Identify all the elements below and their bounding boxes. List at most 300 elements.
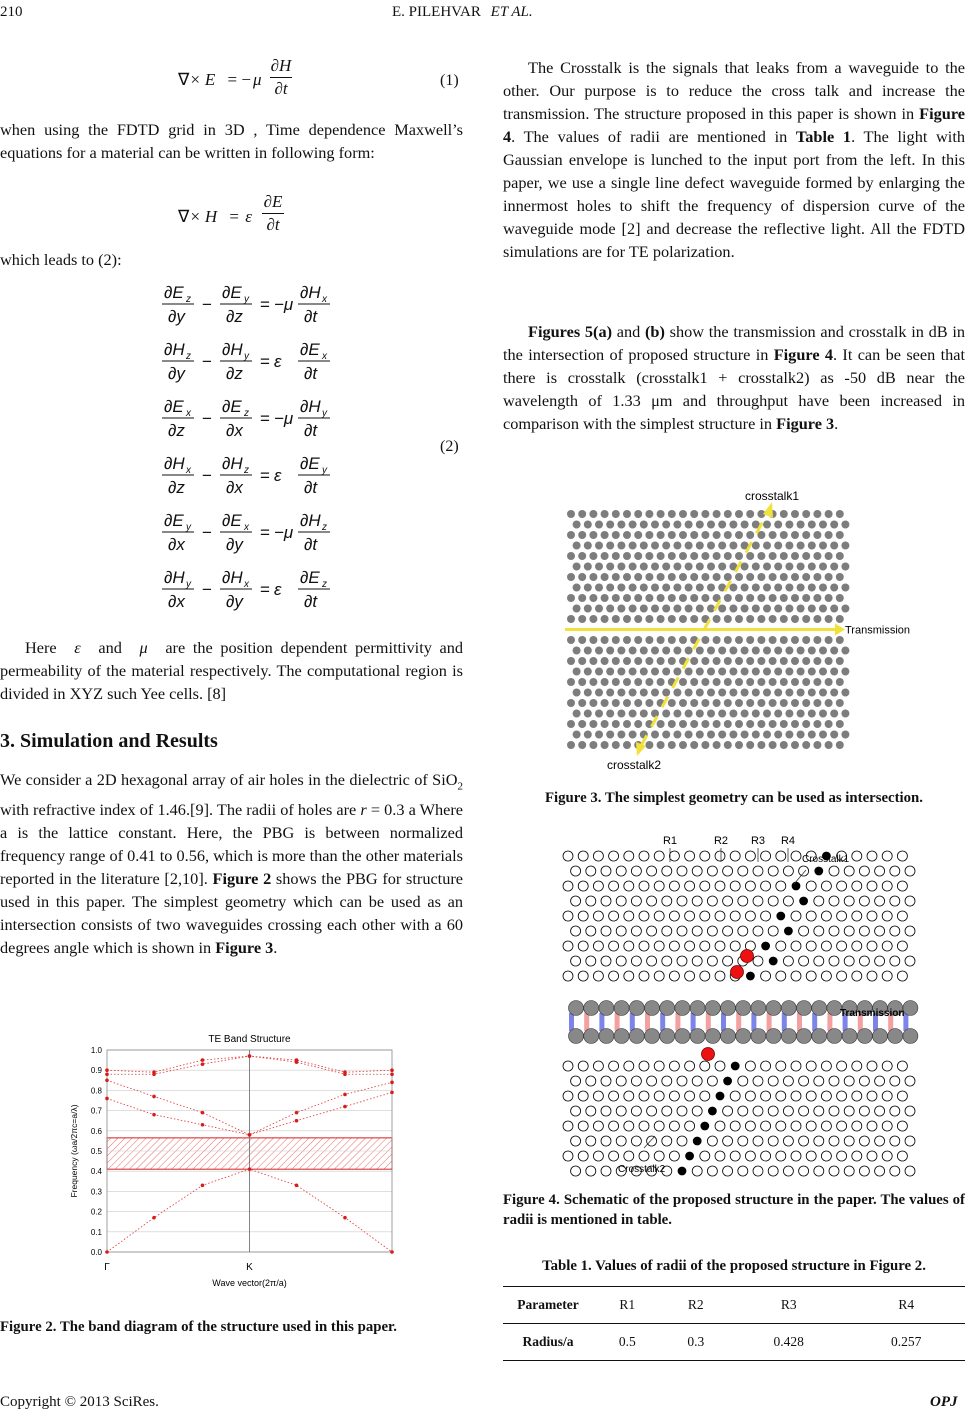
air-hole xyxy=(654,881,664,891)
air-hole xyxy=(662,1106,672,1116)
air-hole xyxy=(563,851,573,861)
band-point xyxy=(343,1105,347,1109)
air-hole xyxy=(735,678,743,686)
equation-maxwell-fraction: ∂E ∂t xyxy=(263,192,283,234)
air-hole xyxy=(819,731,827,739)
air-hole xyxy=(785,542,793,550)
air-hole xyxy=(623,741,631,749)
air-hole xyxy=(821,1151,831,1161)
air-hole xyxy=(785,521,793,529)
air-hole xyxy=(701,636,709,644)
air-hole xyxy=(724,594,732,602)
page-number: 210 xyxy=(0,4,23,20)
enlarged-hole xyxy=(812,1029,827,1044)
air-hole xyxy=(780,636,788,644)
air-hole xyxy=(645,510,653,518)
air-hole xyxy=(757,594,765,602)
fraction-denominator: ∂x xyxy=(226,421,243,440)
air-hole xyxy=(651,647,659,655)
air-hole xyxy=(769,531,777,539)
air-hole xyxy=(724,741,732,749)
air-hole xyxy=(617,647,625,655)
air-hole xyxy=(791,1061,801,1071)
air-hole xyxy=(692,926,702,936)
air-hole xyxy=(654,971,664,981)
radius-label: R2 xyxy=(713,835,729,847)
fraction-denominator: ∂t xyxy=(304,535,318,554)
air-hole xyxy=(859,1166,869,1176)
air-hole xyxy=(867,911,877,921)
air-hole xyxy=(729,647,737,655)
table-header: Parameter xyxy=(517,1297,579,1312)
air-hole xyxy=(654,851,664,861)
air-hole xyxy=(595,584,603,592)
air-hole xyxy=(578,851,588,861)
crosstalk1-label: Crosstalk1 xyxy=(802,854,850,865)
air-hole xyxy=(746,510,754,518)
air-hole xyxy=(806,1091,816,1101)
coefficient: −μ xyxy=(274,295,294,314)
air-hole xyxy=(715,971,725,981)
air-hole xyxy=(741,689,749,697)
air-hole xyxy=(692,956,702,966)
air-hole xyxy=(905,896,915,906)
table-cell: 0.5 xyxy=(618,1334,636,1349)
paragraph-1: when using the FDTD grid in 3D , Time dependence Maxwell’s equations for a material can be written in following form: xyxy=(0,120,463,162)
air-hole xyxy=(730,851,740,861)
air-hole xyxy=(573,563,581,571)
air-hole xyxy=(624,1061,634,1071)
footer-journal: OPJ xyxy=(930,1394,958,1410)
air-hole xyxy=(586,1076,596,1086)
enlarged-hole xyxy=(812,1001,827,1016)
air-hole xyxy=(701,657,709,665)
air-hole xyxy=(623,636,631,644)
air-hole xyxy=(593,971,603,981)
enlarged-hole xyxy=(827,1029,842,1044)
air-hole xyxy=(645,531,653,539)
air-hole xyxy=(836,552,844,560)
air-hole xyxy=(769,615,777,623)
band-point xyxy=(201,1111,205,1115)
air-hole xyxy=(763,689,771,697)
enlarged-hole xyxy=(660,1029,675,1044)
air-hole xyxy=(859,926,869,936)
air-hole xyxy=(729,668,737,676)
air-hole xyxy=(713,531,721,539)
air-hole xyxy=(715,911,725,921)
authors: E. PILEHVAR xyxy=(392,4,481,20)
air-hole xyxy=(797,647,805,655)
air-hole xyxy=(662,563,670,571)
minus-sign: − xyxy=(202,523,212,542)
band-point xyxy=(295,1184,299,1188)
air-hole xyxy=(578,720,586,728)
air-hole xyxy=(761,1061,771,1071)
air-hole xyxy=(640,710,648,718)
air-hole xyxy=(780,720,788,728)
air-hole xyxy=(783,896,793,906)
air-hole xyxy=(623,657,631,665)
band-point xyxy=(390,1068,394,1072)
air-hole xyxy=(836,657,844,665)
air-hole xyxy=(746,594,754,602)
air-hole xyxy=(573,605,581,613)
y-tick-label: 1.0 xyxy=(90,1046,102,1055)
air-hole xyxy=(662,731,670,739)
air-hole xyxy=(629,710,637,718)
air-hole xyxy=(679,573,687,581)
band-point xyxy=(390,1072,394,1076)
table-cell: 0.428 xyxy=(773,1334,804,1349)
air-hole xyxy=(651,710,659,718)
air-hole xyxy=(713,636,721,644)
air-hole xyxy=(813,531,821,539)
band-point xyxy=(295,1060,299,1064)
air-hole xyxy=(609,941,619,951)
air-hole xyxy=(735,615,743,623)
air-hole xyxy=(830,710,838,718)
air-hole xyxy=(808,710,816,718)
table-1 xyxy=(503,1286,965,1361)
air-hole xyxy=(724,531,732,539)
air-hole xyxy=(746,552,754,560)
air-hole xyxy=(897,1121,907,1131)
air-hole xyxy=(668,531,676,539)
air-hole xyxy=(867,1061,877,1071)
air-hole xyxy=(746,573,754,581)
air-hole xyxy=(724,510,732,518)
air-hole xyxy=(657,636,665,644)
air-hole xyxy=(701,510,709,518)
enlarged-hole xyxy=(751,1029,766,1044)
air-hole xyxy=(741,647,749,655)
air-hole xyxy=(690,531,698,539)
air-hole xyxy=(808,584,816,592)
air-hole xyxy=(814,1166,824,1176)
air-hole xyxy=(612,657,620,665)
defect-hole xyxy=(701,1122,709,1130)
air-hole xyxy=(657,657,665,665)
air-hole xyxy=(629,731,637,739)
air-hole xyxy=(673,689,681,697)
field-stripe xyxy=(615,1013,620,1031)
air-hole xyxy=(713,510,721,518)
air-hole xyxy=(662,1136,672,1146)
p4-fig3-ref[interactable]: Figure 3 xyxy=(215,938,274,958)
field-stripe xyxy=(721,1013,726,1031)
equals-sign: = xyxy=(260,409,270,428)
air-hole xyxy=(799,1136,809,1146)
band-point xyxy=(105,1097,109,1101)
air-hole xyxy=(752,647,760,655)
air-hole xyxy=(783,866,793,876)
enlarged-hole xyxy=(569,1001,584,1016)
p3-a: Here xyxy=(25,638,57,657)
air-hole xyxy=(738,1106,748,1116)
air-hole xyxy=(799,956,809,966)
y-tick-label: 0.6 xyxy=(90,1126,102,1136)
defect-hole xyxy=(815,867,823,875)
p4-a: We consider a 2D hexagonal array of air holes in the dielectric of SiO xyxy=(0,770,458,789)
air-hole xyxy=(852,1061,862,1071)
enlarged-hole xyxy=(888,1029,903,1044)
air-hole xyxy=(593,911,603,921)
air-hole xyxy=(802,573,810,581)
subscript: y xyxy=(244,294,249,305)
air-hole xyxy=(859,1106,869,1116)
air-hole xyxy=(799,1076,809,1086)
air-hole xyxy=(837,1151,847,1161)
air-hole xyxy=(685,971,695,981)
air-hole xyxy=(745,1091,755,1101)
air-hole xyxy=(813,594,821,602)
air-hole xyxy=(679,741,687,749)
air-hole xyxy=(584,731,592,739)
air-hole xyxy=(685,668,693,676)
air-hole xyxy=(601,636,609,644)
air-hole xyxy=(696,710,704,718)
air-hole xyxy=(571,866,581,876)
air-hole xyxy=(690,615,698,623)
air-hole xyxy=(905,956,915,966)
radius-label: R1 xyxy=(662,835,678,847)
air-hole xyxy=(677,1106,687,1116)
air-hole xyxy=(825,531,833,539)
air-hole xyxy=(882,911,892,921)
air-hole xyxy=(852,971,862,981)
air-hole xyxy=(690,678,698,686)
air-hole xyxy=(690,552,698,560)
air-hole xyxy=(718,710,726,718)
enlarged-hole xyxy=(797,1029,812,1044)
fraction-numerator: ∂E xyxy=(300,568,320,587)
fraction-numerator: ∂E xyxy=(222,397,242,416)
p6-fig4-ref[interactable]: Figure 4 xyxy=(773,345,834,364)
air-hole xyxy=(774,584,782,592)
air-hole xyxy=(735,552,743,560)
enlarged-hole xyxy=(584,1001,599,1016)
air-hole xyxy=(802,615,810,623)
air-hole xyxy=(578,941,588,951)
air-hole xyxy=(802,657,810,665)
air-hole xyxy=(806,1121,816,1131)
air-hole xyxy=(623,699,631,707)
air-hole xyxy=(859,1136,869,1146)
crosstalk2-label: Crosstalk2 xyxy=(618,1164,666,1175)
air-hole xyxy=(752,710,760,718)
paragraph-4 xyxy=(0,768,463,959)
air-hole xyxy=(617,542,625,550)
band-point xyxy=(152,1095,156,1099)
fraction-numerator: ∂H xyxy=(164,340,185,359)
defect-hole xyxy=(769,957,777,965)
air-hole xyxy=(586,866,596,876)
fraction-denominator: ∂x xyxy=(168,535,185,554)
air-hole xyxy=(791,678,799,686)
subscript: z xyxy=(186,351,191,362)
air-hole xyxy=(616,1136,626,1146)
air-hole xyxy=(875,1166,885,1176)
paragraph-6 xyxy=(503,320,965,435)
air-hole xyxy=(707,605,715,613)
air-hole xyxy=(624,1091,634,1101)
subscript: y xyxy=(244,351,249,362)
air-hole xyxy=(729,605,737,613)
p6-and: and xyxy=(612,322,645,341)
air-hole xyxy=(601,594,609,602)
air-hole xyxy=(852,1151,862,1161)
air-hole xyxy=(609,971,619,981)
air-hole xyxy=(825,510,833,518)
air-hole xyxy=(813,720,821,728)
fraction-numerator: ∂E xyxy=(300,454,320,473)
minus-sign: − xyxy=(202,295,212,314)
air-hole xyxy=(875,1136,885,1146)
air-hole xyxy=(808,605,816,613)
air-hole xyxy=(729,584,737,592)
enlarged-hole xyxy=(675,1001,690,1016)
air-hole xyxy=(746,699,754,707)
air-hole xyxy=(844,1106,854,1116)
air-hole xyxy=(623,594,631,602)
air-hole xyxy=(768,1136,778,1146)
air-hole xyxy=(645,594,653,602)
radius-label: R3 xyxy=(750,835,766,847)
air-hole xyxy=(617,584,625,592)
enlarged-hole xyxy=(797,1001,812,1016)
band-point xyxy=(248,1167,252,1171)
air-hole xyxy=(825,636,833,644)
air-hole xyxy=(724,720,732,728)
air-hole xyxy=(745,911,755,921)
p4-fig-ref[interactable]: Figure 2 xyxy=(212,869,272,889)
field-stripe xyxy=(782,1013,787,1031)
air-hole xyxy=(713,615,721,623)
air-hole xyxy=(571,926,581,936)
air-hole xyxy=(593,851,603,861)
air-hole xyxy=(573,584,581,592)
air-hole xyxy=(806,1061,816,1071)
air-hole xyxy=(859,866,869,876)
air-hole xyxy=(746,636,754,644)
air-hole xyxy=(761,851,771,861)
air-hole xyxy=(780,552,788,560)
air-hole xyxy=(593,1151,603,1161)
air-hole xyxy=(563,941,573,951)
air-hole xyxy=(685,521,693,529)
air-hole xyxy=(612,699,620,707)
air-hole xyxy=(799,1166,809,1176)
air-hole xyxy=(647,1106,657,1116)
air-hole xyxy=(830,563,838,571)
figure-4-svg xyxy=(558,830,928,1180)
air-hole xyxy=(673,521,681,529)
p5-table-ref[interactable]: Table 1 xyxy=(795,127,852,146)
air-hole xyxy=(673,731,681,739)
air-hole xyxy=(753,956,763,966)
air-hole xyxy=(905,1076,915,1086)
p4-sub: 2 xyxy=(457,780,463,793)
air-hole xyxy=(859,1076,869,1086)
band-point xyxy=(295,1111,299,1115)
air-hole xyxy=(654,941,664,951)
coefficient: ε xyxy=(274,352,282,371)
air-hole xyxy=(654,1121,664,1131)
subscript: x xyxy=(244,579,249,590)
air-hole xyxy=(738,896,748,906)
air-hole xyxy=(629,584,637,592)
air-hole xyxy=(612,573,620,581)
air-hole xyxy=(813,741,821,749)
air-hole xyxy=(584,605,592,613)
coefficient: ε xyxy=(274,580,282,599)
air-hole xyxy=(814,926,824,936)
fraction-numerator: ∂H xyxy=(164,568,185,587)
air-hole xyxy=(768,896,778,906)
fraction-numerator: ∂E xyxy=(164,397,184,416)
p5-fig4-ref[interactable]: Figure 4 xyxy=(503,104,965,146)
air-hole xyxy=(844,1076,854,1086)
r1-hole xyxy=(702,1048,715,1061)
enlarged-hole xyxy=(614,1001,629,1016)
air-hole xyxy=(601,1136,611,1146)
fraction-numerator: ∂E xyxy=(300,340,320,359)
air-hole xyxy=(662,956,672,966)
air-hole xyxy=(662,584,670,592)
air-hole xyxy=(640,647,648,655)
air-hole xyxy=(769,594,777,602)
air-hole xyxy=(852,1091,862,1101)
air-hole xyxy=(774,521,782,529)
air-hole xyxy=(640,542,648,550)
air-hole xyxy=(783,1106,793,1116)
air-hole xyxy=(631,866,641,876)
p4-d: shows the PBG for structure used in this paper. The simplest geometry which can be used as an intersection consists of two waveguides crossing each other with a 60 degrees angle which is shown in xyxy=(0,869,463,958)
air-hole xyxy=(825,615,833,623)
air-hole xyxy=(606,563,614,571)
air-hole xyxy=(763,563,771,571)
air-hole xyxy=(829,956,839,966)
air-hole xyxy=(601,531,609,539)
air-hole xyxy=(595,668,603,676)
air-hole xyxy=(836,573,844,581)
air-hole xyxy=(692,1076,702,1086)
air-hole xyxy=(802,678,810,686)
air-hole xyxy=(563,971,573,981)
air-hole xyxy=(701,531,709,539)
band-point xyxy=(390,1091,394,1095)
air-hole xyxy=(844,956,854,966)
air-hole xyxy=(685,605,693,613)
air-hole xyxy=(573,668,581,676)
air-hole xyxy=(735,741,743,749)
air-hole xyxy=(882,1121,892,1131)
air-hole xyxy=(852,851,862,861)
p6-fig-ref[interactable]: Figures 5(a) xyxy=(528,322,613,341)
air-hole xyxy=(701,741,709,749)
coefficient: −μ xyxy=(274,523,294,542)
air-hole xyxy=(567,657,575,665)
air-hole xyxy=(595,689,603,697)
air-hole xyxy=(752,668,760,676)
air-hole xyxy=(669,1091,679,1101)
p6-fig3-ref[interactable]: Figure 3 xyxy=(776,414,835,433)
air-hole xyxy=(768,926,778,936)
air-hole xyxy=(723,956,733,966)
defect-hole xyxy=(731,1062,739,1070)
air-hole xyxy=(746,531,754,539)
